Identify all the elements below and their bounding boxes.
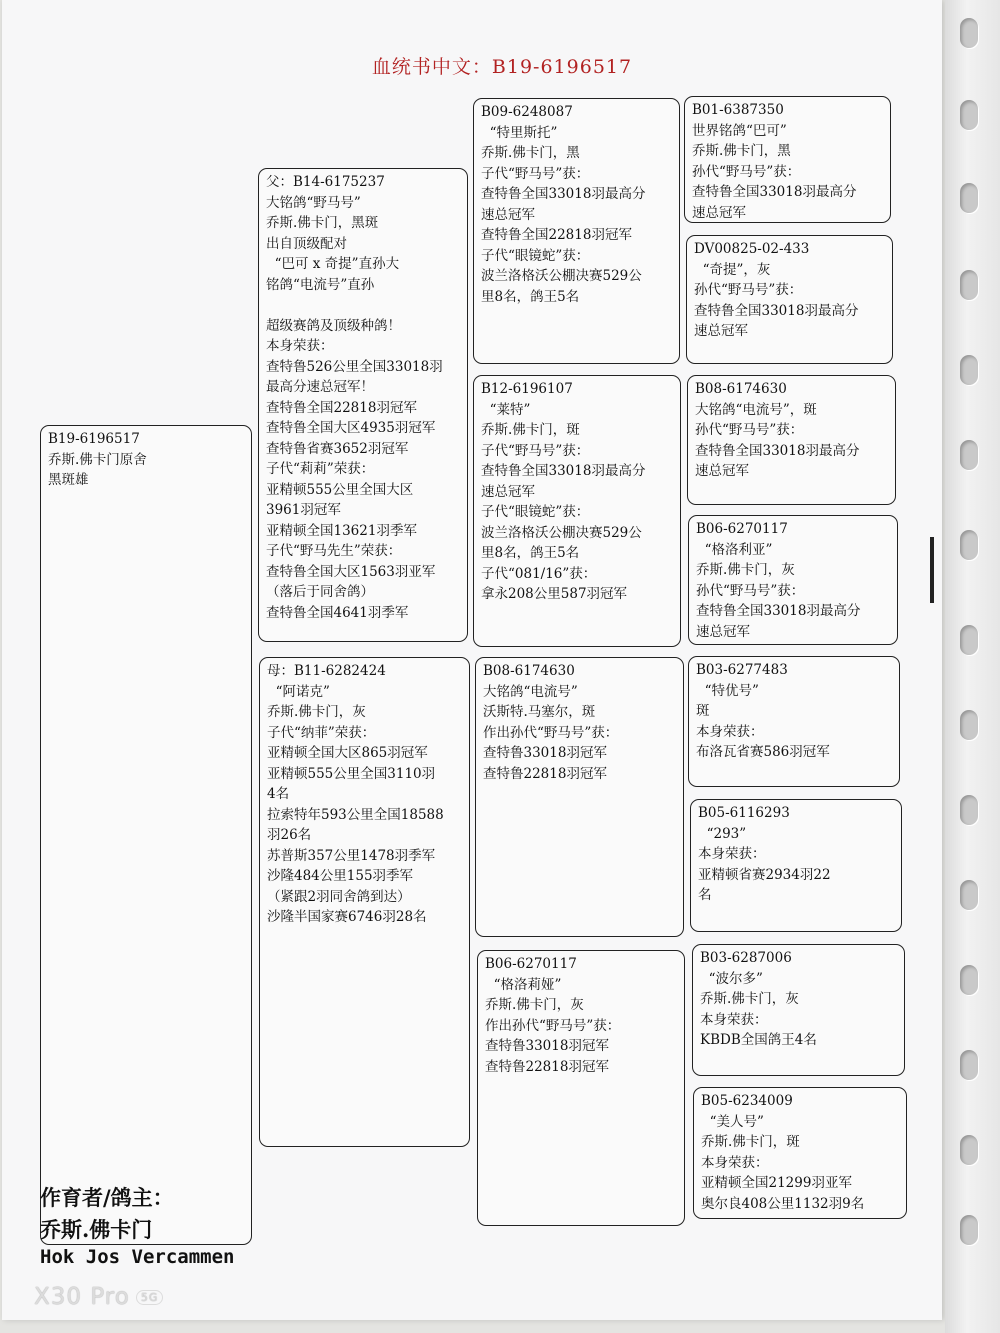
pedigree-line: 子代“莉莉”荣获：: [266, 461, 375, 477]
ggp-box-5: [688, 656, 900, 787]
pedigree-line: 拿永208公里587羽冠军: [481, 586, 628, 602]
binder-hole: [960, 355, 978, 385]
pedigree-line: B09-6248087: [481, 104, 573, 120]
pedigree-line: “293”: [698, 825, 747, 842]
pedigree-line: 本身荣获：: [698, 846, 766, 862]
pedigree-line: B06-6270117: [485, 956, 577, 972]
pedigree-line: （落后于同舍鸽）: [266, 584, 374, 600]
pedigree-line: “特优号”: [696, 682, 759, 699]
pedigree-line: “格洛莉娅”: [485, 976, 562, 993]
pedigree-line: 里8名，鸽王5名: [481, 545, 580, 561]
pedigree-line: 名: [698, 887, 712, 903]
pedigree-line: 出自顶级配对: [266, 235, 347, 252]
pedigree-line: B03-6277483: [696, 662, 788, 678]
pedigree-line: 孙代“野马号”获：: [694, 282, 803, 298]
pedigree-line: 母：B11-6282424: [267, 663, 386, 679]
binder-hole: [960, 880, 978, 910]
pedigree-line: 里8名，鸽王5名: [481, 288, 580, 305]
pedigree-line: 最高分速总冠军！: [266, 379, 374, 395]
pedigree-line: 子代“081/16”获：: [481, 565, 597, 582]
pedigree-line: 查特鲁全国22818羽冠军: [266, 399, 417, 416]
sire-dam-box: [473, 375, 681, 647]
pedigree-line: 本身荣获：: [700, 1011, 768, 1028]
pedigree-line: 拉索特年593公里全国18588: [267, 806, 444, 823]
pedigree-line: 乔斯.佛卡门，黑: [692, 143, 791, 159]
ggp-box-1: [684, 96, 891, 223]
binder-hole: [960, 100, 978, 130]
pedigree-line: B05-6234009: [701, 1093, 793, 1109]
sire-sire-box: [473, 98, 680, 364]
pedigree-line: B01-6387350: [692, 102, 784, 118]
pedigree-line: [266, 295, 461, 316]
pedigree-line: “奇提”，灰: [694, 261, 771, 278]
pedigree-line: 速总冠军: [481, 483, 535, 500]
sire-box: [258, 168, 468, 642]
pedigree-line: 查特鲁全国33018羽最高分: [696, 603, 861, 619]
pedigree-line: 查特鲁全国33018羽最高分: [695, 442, 860, 459]
pedigree-line: “格洛利亚”: [696, 541, 773, 558]
ggp-box-2: [686, 235, 893, 364]
pedigree-line: 作出孙代“野马号”获：: [483, 724, 619, 741]
binder-hole: [960, 18, 978, 48]
pedigree-sheet: [2, 0, 942, 1320]
pedigree-line: B19-6196517: [48, 431, 140, 447]
pedigree-line: 黑斑雄: [48, 472, 89, 488]
pedigree-line: 查特鲁22818羽冠军: [485, 1058, 609, 1075]
pedigree-line: （紧跟2羽同舍鸽到达）: [267, 888, 411, 905]
binder-hole: [960, 710, 978, 740]
pedigree-line: 孙代“野马号”获：: [695, 422, 804, 438]
breeder-name-cn: 乔斯.佛卡门: [40, 1217, 153, 1242]
pedigree-line: B12-6196107: [481, 381, 573, 397]
pedigree-line: 亚精顿555公里全国大区: [266, 481, 414, 498]
pedigree-line: 父：B14-6175237: [266, 174, 385, 190]
pedigree-line: 查特鲁全国4641羽季军: [266, 604, 409, 621]
ggp-box-6: [690, 799, 902, 932]
dam-sire-box: [475, 657, 684, 937]
pedigree-line: 苏普斯357公里1478羽季军: [267, 847, 436, 864]
pedigree-line: KBDB全国鸽王4名: [700, 1032, 817, 1048]
pedigree-line: 亚精顿全国21299羽亚军: [701, 1175, 852, 1191]
dam-dam-box: [477, 950, 685, 1226]
camera-5g-badge: 5G: [136, 1290, 164, 1305]
pedigree-line: B06-6270117: [696, 521, 788, 537]
pedigree-line: B03-6287006: [700, 950, 792, 966]
binder-hole: [960, 1050, 978, 1080]
pedigree-line: 本身荣获：: [701, 1154, 769, 1171]
pedigree-line: 查特鲁22818羽冠军: [483, 765, 607, 782]
pedigree-line: 速总冠军: [696, 623, 750, 640]
pedigree-line: 查特鲁省赛3652羽冠军: [266, 440, 409, 457]
pedigree-line: 超级赛鸽及顶级种鸽！: [266, 317, 401, 334]
binder-hole: [960, 270, 978, 300]
pedigree-line: “波尔多”: [700, 970, 763, 987]
pedigree-line: 4名: [267, 786, 290, 802]
pedigree-line: 子代“眼镜蛇”获：: [481, 247, 590, 264]
pedigree-line: “巴可 x 奇提”直孙大: [266, 256, 400, 272]
subject-box: [40, 425, 252, 1245]
pedigree-line: B08-6174630: [483, 663, 575, 679]
pedigree-line: 查特鲁33018羽冠军: [483, 745, 607, 761]
pedigree-line: 3961羽冠军: [266, 502, 341, 518]
pedigree-line: 速总冠军: [695, 463, 749, 479]
binder-hole: [960, 183, 978, 213]
pedigree-line: 本身荣获：: [266, 338, 334, 354]
pedigree-line: DV00825-02-433: [694, 241, 810, 257]
pedigree-line: 查特鲁全国33018羽最高分: [481, 186, 646, 202]
pedigree-line: 世界铭鸽“巴可”: [692, 122, 787, 139]
pedigree-line: 亚精顿全国大区865羽冠军: [267, 745, 428, 761]
pedigree-line: 查特鲁526公里全国33018羽: [266, 358, 443, 375]
binder-hole: [960, 530, 978, 560]
breeder-label: 作育者/鸽主：: [40, 1185, 174, 1210]
pedigree-line: 子代“纳菲”荣获：: [267, 724, 376, 741]
pedigree-line: 作出孙代“野马号”获：: [485, 1017, 621, 1034]
camera-brand: X30 Pro: [34, 1284, 130, 1310]
pedigree-line: 沙隆半国家赛6746羽28名: [267, 909, 427, 925]
pedigree-line: 乔斯.佛卡门原舍: [48, 451, 147, 468]
pedigree-line: 亚精顿省赛2934羽22: [698, 866, 831, 883]
ggp-box-4: [688, 515, 898, 645]
pedigree-line: 孙代“野马号”获：: [696, 582, 805, 599]
pedigree-line: B05-6116293: [698, 805, 790, 821]
pedigree-line: 查特鲁全国大区1563羽亚军: [266, 563, 436, 580]
ggp-box-3: [687, 375, 896, 505]
pedigree-line: 乔斯.佛卡门，黑: [481, 145, 580, 161]
binder-hole: [960, 1135, 978, 1165]
pedigree-line: 子代“野马先生”荣获：: [266, 543, 402, 559]
pedigree-line: “特里斯托”: [481, 124, 558, 141]
pedigree-line: 速总冠军: [694, 323, 748, 339]
pedigree-line: 沃斯特.马塞尔，斑: [483, 704, 596, 720]
pedigree-line: 乔斯.佛卡门，斑: [701, 1134, 800, 1150]
pedigree-line: 波兰洛格沃公棚决赛529公: [481, 524, 642, 541]
pedigree-line: 乔斯.佛卡门，黑斑: [266, 215, 379, 231]
pedigree-line: “阿诺克”: [267, 683, 330, 700]
pedigree-line: 大铭鸽“电流号”: [483, 683, 578, 700]
pedigree-line: 亚精顿全国13621羽季军: [266, 522, 417, 539]
pedigree-line: 羽26名: [267, 827, 312, 843]
pedigree-line: 亚精顿555公里全国3110羽: [267, 765, 436, 782]
sheet-edge-mark: [930, 537, 934, 603]
pedigree-line: 乔斯.佛卡门，灰: [485, 997, 584, 1013]
pedigree-line: 沙隆484公里155羽季军: [267, 868, 414, 884]
binder-hole: [960, 965, 978, 995]
pedigree-line: 查特鲁全国22818羽冠军: [481, 227, 632, 243]
binder-hole: [960, 795, 978, 825]
breeder-name-en: Hok Jos Vercammen: [40, 1246, 235, 1268]
pedigree-line: 乔斯.佛卡门，灰: [696, 562, 795, 578]
pedigree-line: B08-6174630: [695, 381, 787, 397]
pedigree-line: “美人号”: [701, 1113, 764, 1130]
pedigree-line: 查特鲁33018羽冠军: [485, 1038, 609, 1054]
pedigree-line: 大铭鸽“野马号”: [266, 194, 361, 211]
pedigree-line: 查特鲁全国33018羽最高分: [694, 302, 859, 319]
ggp-box-7: [692, 944, 905, 1076]
pedigree-line: 查特鲁全国33018羽最高分: [481, 463, 646, 479]
pedigree-line: 查特鲁全国33018羽最高分: [692, 184, 857, 200]
pedigree-line: 子代“眼镜蛇”获：: [481, 504, 590, 520]
pedigree-line: 速总冠军: [481, 206, 535, 223]
pedigree-line: 子代“野马号”获：: [481, 442, 590, 459]
pedigree-line: 子代“野马号”获：: [481, 165, 590, 182]
pedigree-line: 速总冠军: [692, 204, 746, 221]
document-title: 血统书中文：B19-6196517: [371, 56, 633, 78]
binder-hole: [960, 440, 978, 470]
camera-watermark: [34, 1284, 163, 1310]
binder-hole: [960, 1215, 978, 1245]
ggp-box-8: [693, 1087, 907, 1219]
pedigree-line: 铭鸽“电流号”直孙: [266, 276, 375, 293]
dam-box: [259, 657, 470, 1147]
pedigree-line: 波兰洛格沃公棚决赛529公: [481, 268, 642, 284]
pedigree-line: 乔斯.佛卡门，灰: [267, 704, 366, 720]
binder-hole: [960, 625, 978, 655]
pedigree-line: 本身荣获：: [696, 723, 764, 740]
pedigree-line: 乔斯.佛卡门，灰: [700, 991, 799, 1007]
pedigree-line: 奥尔良408公里1132羽9名: [701, 1195, 865, 1212]
pedigree-line: 斑: [696, 703, 710, 719]
pedigree-line: 布洛瓦省赛586羽冠军: [696, 744, 830, 760]
pedigree-line: “莱特”: [481, 401, 531, 418]
pedigree-line: 大铭鸽“电流号”，斑: [695, 401, 817, 418]
pedigree-line: 孙代“野马号”获：: [692, 163, 801, 180]
pedigree-line: 查特鲁全国大区4935羽冠军: [266, 420, 436, 436]
pedigree-line: 乔斯.佛卡门，斑: [481, 422, 580, 438]
